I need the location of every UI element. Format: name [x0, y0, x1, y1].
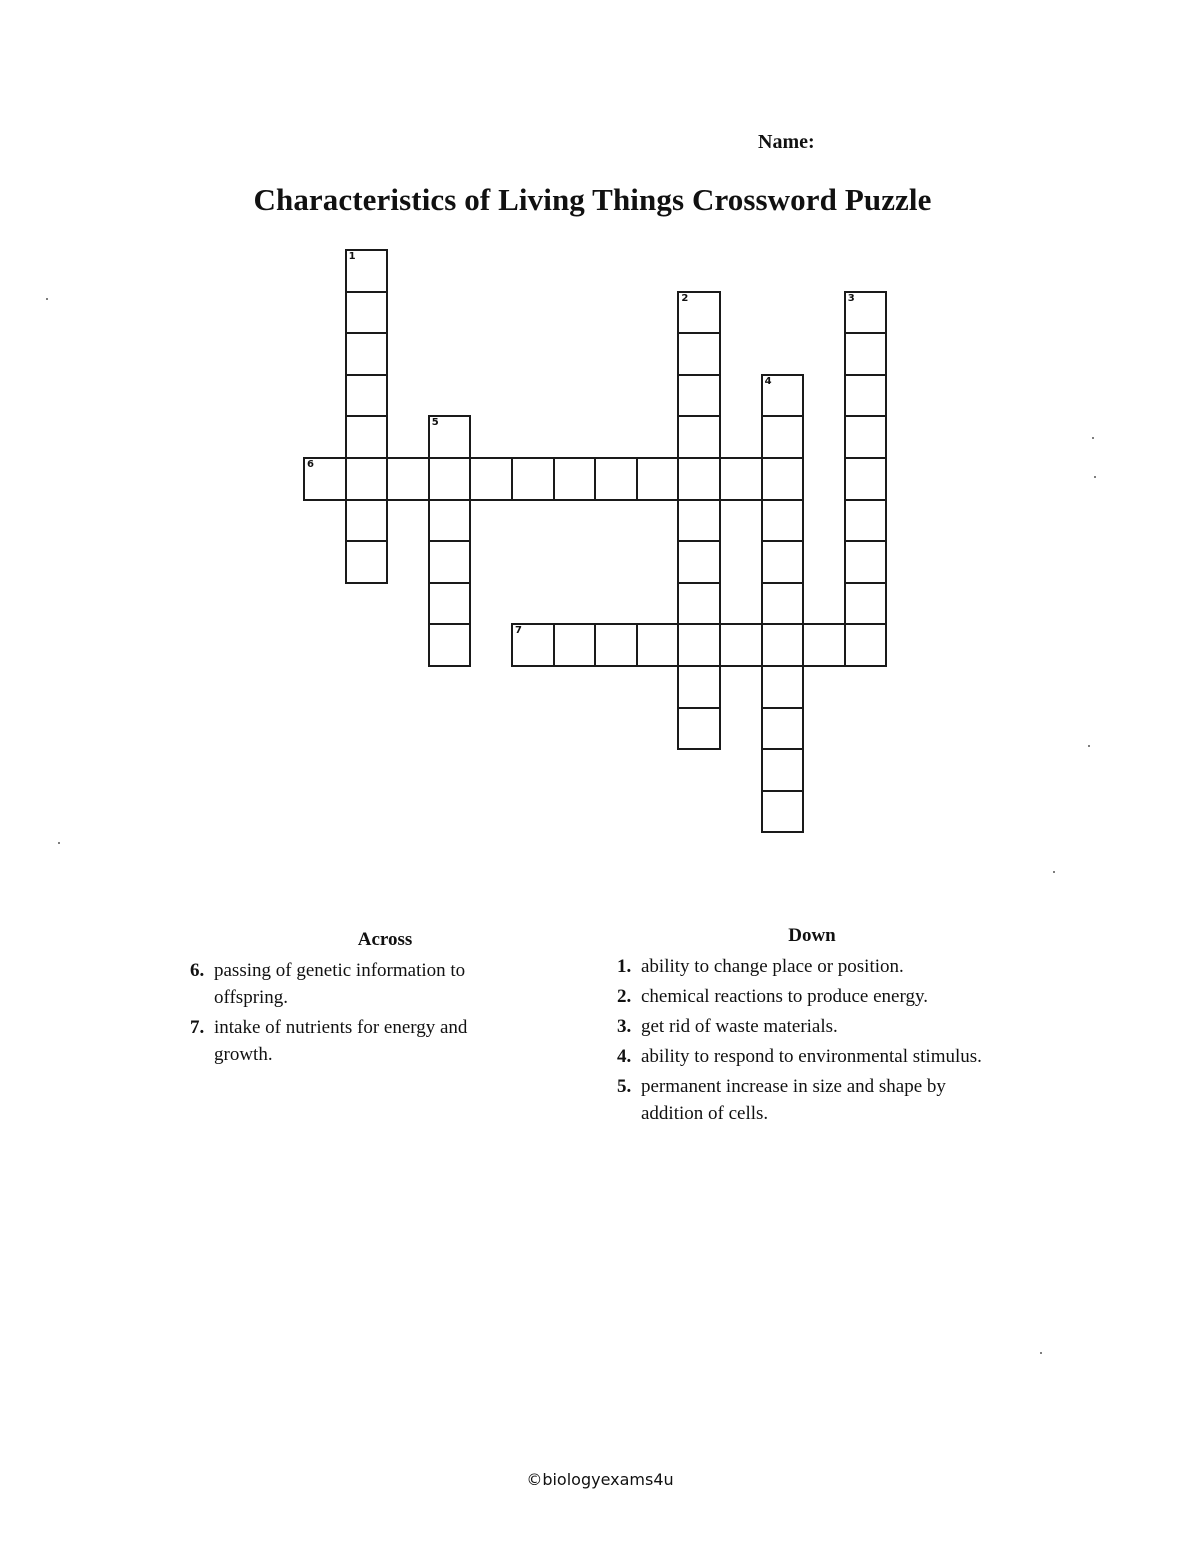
grid-cell[interactable] [844, 623, 888, 667]
scan-speck [1040, 1352, 1042, 1354]
grid-cell[interactable] [303, 457, 347, 501]
down-heading: Down [788, 925, 836, 946]
grid-cell[interactable] [677, 374, 721, 418]
grid-cell[interactable] [844, 457, 888, 501]
clue-text: get rid of waste materials. [641, 1016, 838, 1037]
clue-number: 4. [617, 1046, 632, 1067]
grid-cell[interactable] [844, 415, 888, 459]
copyright-footer: ©biologyexams4u [526, 1470, 674, 1489]
clue-text: chemical reactions to produce energy. [641, 986, 928, 1007]
grid-cell[interactable] [428, 499, 472, 543]
clue-number: 3. [617, 1016, 632, 1037]
grid-cell[interactable] [553, 623, 597, 667]
grid-cell[interactable] [844, 499, 888, 543]
clue-number: 2. [617, 986, 632, 1007]
across-clues [190, 926, 530, 1071]
clue-text: ability to respond to environmental stimulus. [641, 1046, 982, 1067]
grid-cell[interactable] [761, 457, 805, 501]
clue-down-5 [617, 1073, 1007, 1127]
grid-cell[interactable] [345, 291, 389, 335]
page-title: Characteristics of Living Things Crossword Puzzle [253, 182, 932, 217]
grid-cell[interactable] [761, 790, 805, 834]
grid-cell[interactable] [345, 499, 389, 543]
scan-speck [1053, 871, 1055, 873]
scan-speck [46, 298, 48, 300]
clue-across-6 [190, 957, 530, 1011]
grid-cell[interactable] [677, 415, 721, 459]
grid-cell[interactable] [761, 499, 805, 543]
clue-down-2 [617, 983, 1007, 1010]
clue-down-4 [617, 1043, 1007, 1070]
clue-number: 6. [190, 960, 205, 981]
grid-cell[interactable] [761, 665, 805, 709]
clue-number-label: 1 [348, 251, 356, 262]
scan-speck [1092, 437, 1094, 439]
grid-cell[interactable] [428, 623, 472, 667]
grid-cell[interactable] [802, 623, 846, 667]
grid-cell[interactable] [636, 623, 680, 667]
clue-text: permanent increase in size and shape by addition of cells. [641, 1076, 946, 1124]
grid-cell[interactable] [761, 748, 805, 792]
grid-cell[interactable] [345, 457, 389, 501]
grid-cell[interactable] [844, 540, 888, 584]
grid-cell[interactable] [469, 457, 513, 501]
clue-number-label: 3 [847, 292, 855, 304]
grid-cell[interactable] [428, 540, 472, 584]
clue-number: 7. [190, 1017, 205, 1038]
clue-number-label: 2 [681, 292, 689, 304]
grid-cell[interactable] [511, 457, 555, 501]
grid-cell[interactable] [677, 499, 721, 543]
clue-number-label: 7 [515, 625, 522, 637]
grid-cell[interactable] [719, 623, 763, 667]
grid-cell[interactable] [511, 623, 555, 667]
clue-text: intake of nutrients for energy and growth. [214, 1017, 468, 1065]
clue-across-7 [190, 1014, 530, 1068]
grid-cell[interactable] [844, 582, 888, 626]
grid-cell[interactable] [386, 457, 430, 501]
clue-down-1 [617, 953, 1007, 980]
clue-number: 1. [617, 956, 632, 977]
scan-speck [58, 842, 60, 844]
grid-cell[interactable] [844, 291, 888, 335]
grid-cell[interactable] [345, 332, 389, 376]
grid-cell[interactable] [844, 332, 888, 376]
clue-number: 5. [617, 1076, 632, 1097]
scan-speck [1094, 476, 1096, 478]
clue-down-3 [617, 1013, 1007, 1040]
grid-cell[interactable] [761, 623, 805, 667]
grid-cell[interactable] [553, 457, 597, 501]
grid-cell[interactable] [677, 665, 721, 709]
grid-cell[interactable] [677, 457, 721, 501]
name-label: Name: [758, 131, 815, 153]
scan-speck [1088, 745, 1090, 747]
grid-cell[interactable] [677, 291, 721, 335]
clue-text: ability to change place or position. [641, 956, 904, 977]
grid-cell[interactable] [761, 374, 805, 418]
grid-cell[interactable] [345, 540, 389, 584]
grid-cell[interactable] [345, 415, 389, 459]
grid-cell[interactable] [761, 415, 805, 459]
grid-cell[interactable] [428, 457, 472, 501]
grid-cell[interactable] [677, 623, 721, 667]
clue-number-label: 4 [764, 375, 772, 387]
grid-cell[interactable] [428, 582, 472, 626]
grid-cell[interactable] [844, 374, 888, 418]
grid-cell[interactable] [761, 582, 805, 626]
grid-cell[interactable] [719, 457, 763, 501]
grid-cell[interactable] [677, 582, 721, 626]
grid-cell[interactable] [428, 415, 472, 459]
grid-cell[interactable] [677, 332, 721, 376]
clue-number-label: 6 [307, 459, 314, 470]
grid-cell[interactable] [677, 540, 721, 584]
grid-cell[interactable] [761, 540, 805, 584]
grid-cell[interactable] [345, 249, 389, 293]
grid-cell[interactable] [636, 457, 680, 501]
clue-text: passing of genetic information to offspring. [214, 960, 466, 1008]
grid-cell[interactable] [761, 707, 805, 751]
down-clues [617, 922, 1007, 1130]
grid-cell[interactable] [677, 707, 721, 751]
across-heading: Across [357, 929, 413, 950]
clue-number-label: 5 [431, 417, 439, 429]
grid-cell[interactable] [594, 623, 638, 667]
grid-cell[interactable] [345, 374, 389, 418]
grid-cell[interactable] [594, 457, 638, 501]
